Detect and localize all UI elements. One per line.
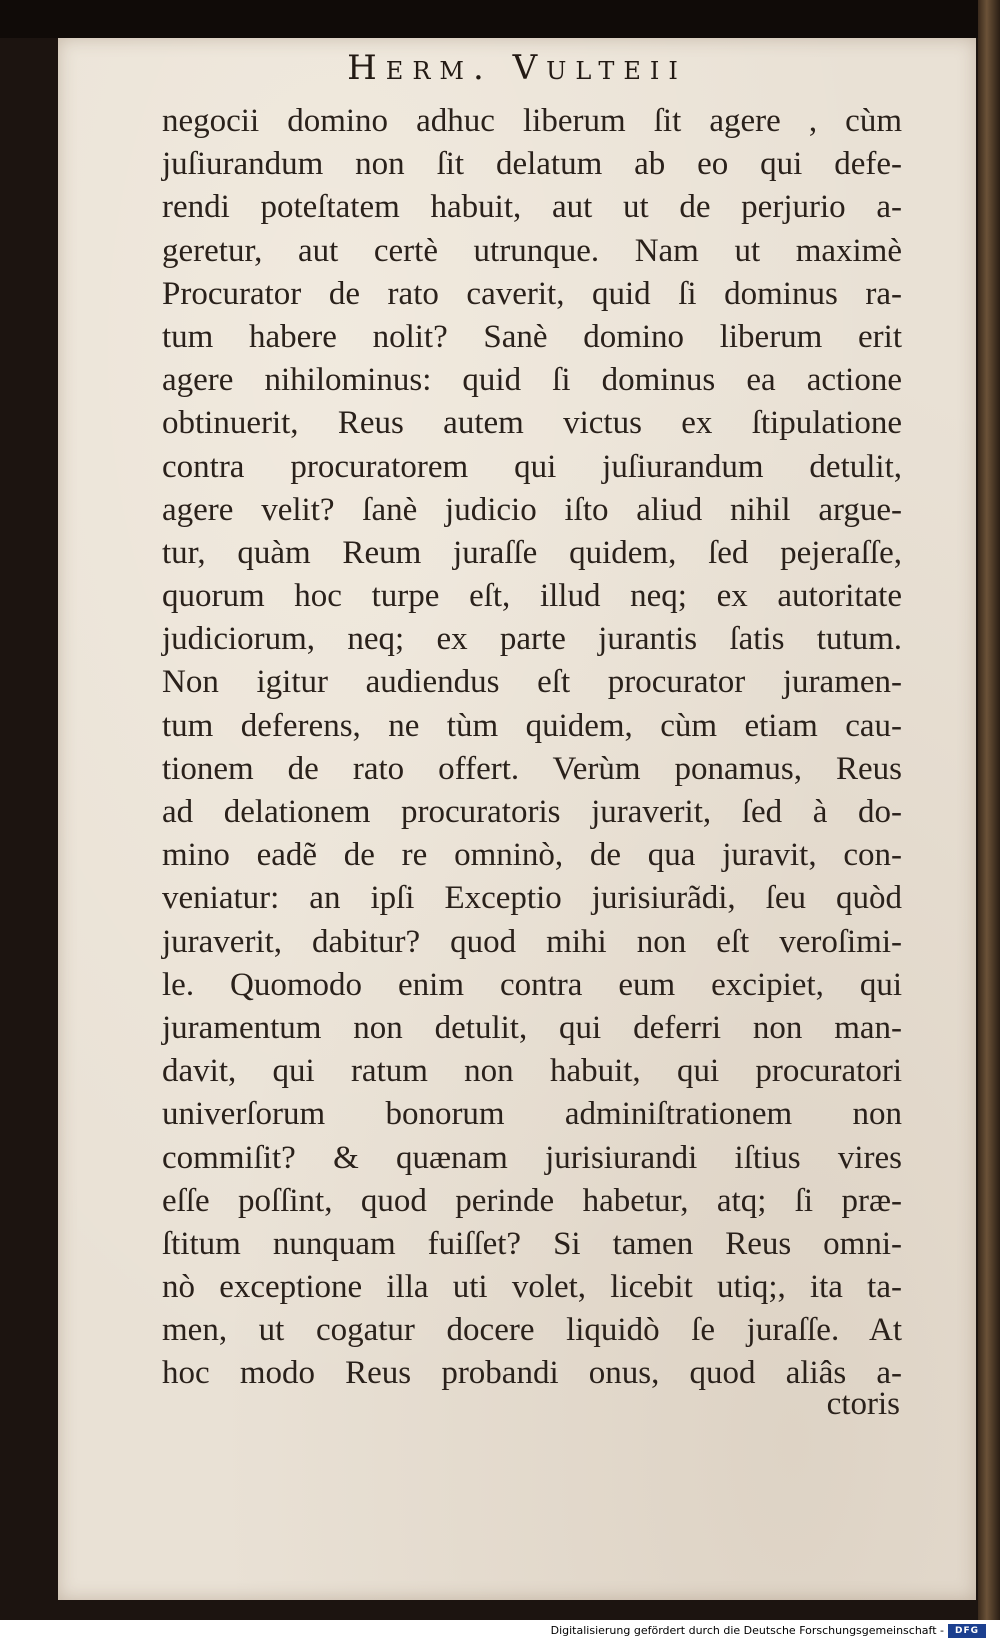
- text-line: ad delationem procuratoris juraverit, ſed à do-: [162, 794, 902, 830]
- digitization-credit: Digitalisierung gefördert durch die Deutsche Forschungsgemeinschaft -: [550, 1624, 944, 1637]
- text-line: quorum hoc turpe eſt, illud neq; ex autoritate: [162, 578, 902, 615]
- catchword: ctoris: [826, 1386, 900, 1422]
- text-line: judiciorum, neq; ex parte jurantis ſatis tutum.: [162, 621, 902, 658]
- text-line: le. Quomodo enim contra eum excipiet, qui: [162, 966, 902, 1003]
- book-top-edge: [0, 0, 1000, 38]
- text-line: agere velit? ſanè judicio iſto aliud nihil argue-: [162, 491, 902, 528]
- text-line: veniatur: an ipſi Exceptio jurisiurãdi, ſeu quòd: [162, 880, 902, 917]
- book-page: [58, 38, 976, 1600]
- text-line: mino eadẽ de re omninò, de qua juravit, con-: [162, 837, 902, 874]
- text-line: Non igitur audiendus eſt procurator juramen-: [162, 664, 902, 701]
- text-line: tum deferens, ne tùm quidem, cùm etiam cau-: [162, 707, 902, 744]
- text-line: obtinuerit, Reus autem victus ex ſtipulatione: [162, 405, 902, 442]
- text-line: hoc modo Reus probandi onus, quod aliâs a-: [162, 1355, 902, 1392]
- body-text: [162, 100, 902, 1396]
- text-line: agere nihilominus: quid ſi dominus ea actione: [162, 362, 902, 399]
- text-line: juraverit, dabitur? quod mihi non eſt veroſimi-: [162, 923, 902, 960]
- text-line: negocii domino adhuc liberum ſit agere , cùm: [162, 103, 902, 139]
- text-line: eſſe poſſint, quod perinde habetur, atq; ſi præ-: [162, 1182, 902, 1219]
- dfg-logo: DFG: [948, 1624, 986, 1638]
- text-line: ſtitum nunquam fuiſſet? Si tamen Reus omni-: [162, 1225, 902, 1262]
- text-line: tionem de rato offert. Verùm ponamus, Reus: [162, 750, 902, 787]
- text-line: men, ut cogatur docere liquidò ſe juraſſe. At: [162, 1312, 902, 1349]
- text-line: commiſit? & quænam jurisiurandi iſtius vires: [162, 1139, 902, 1176]
- text-line: tur, quàm Reum juraſſe quidem, ſed pejeraſſe,: [162, 534, 902, 571]
- text-line: nò exceptione illa uti volet, licebit utiq;, ita ta-: [162, 1269, 902, 1306]
- text-line: davit, qui ratum non habuit, qui procuratori: [162, 1053, 902, 1090]
- text-line: juſiurandum non ſit delatum ab eo qui defe-: [162, 146, 902, 183]
- text-line: juramentum non detulit, qui deferri non man-: [162, 1009, 902, 1046]
- text-line: univerſorum bonorum adminiſtrationem non: [162, 1096, 902, 1133]
- text-line: tum habere nolit? Sanè domino liberum erit: [162, 318, 902, 355]
- text-line: geretur, aut certè utrunque. Nam ut maximè: [162, 232, 902, 269]
- text-line: Procurator de rato caverit, quid ſi dominus ra-: [162, 275, 902, 312]
- book-spine-edge: [978, 0, 1000, 1620]
- running-head: Herm. Vulteii: [347, 48, 687, 88]
- text-line: contra procuratorem qui juſiurandum detulit,: [162, 448, 902, 485]
- text-line: rendi poteſtatem habuit, aut ut de perjurio a-: [162, 189, 902, 226]
